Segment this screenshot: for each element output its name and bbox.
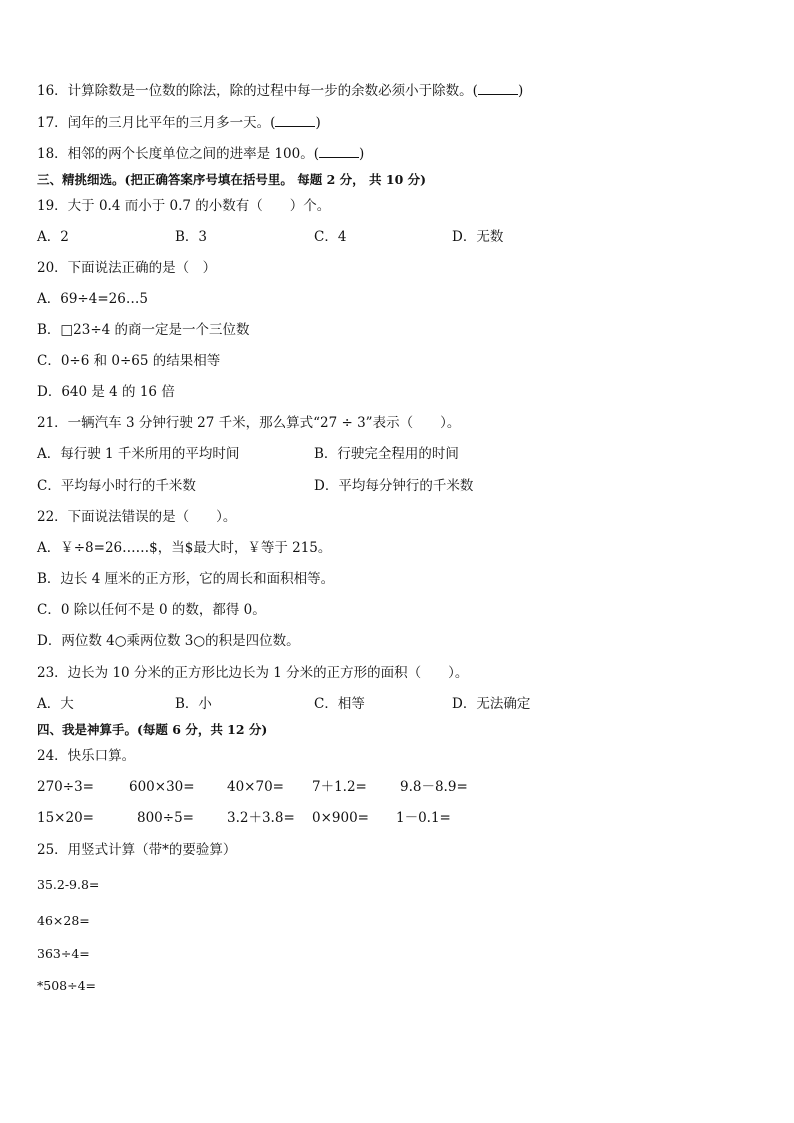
option-b[interactable]: B．边长 4 厘米的正方形，它的周长和面积相等。 (37, 571, 335, 587)
option-b[interactable]: B．小 (175, 696, 212, 712)
option-a[interactable]: A．2 (37, 229, 69, 245)
option-b[interactable]: B．行驶完全程用的时间 (314, 446, 459, 462)
question-20-stem: 20．下面说法正确的是（ ） (37, 260, 217, 276)
question-22-stem: 22．下面说法错误的是（ ）。 (37, 509, 237, 525)
option-c[interactable]: C．相等 (314, 696, 365, 712)
section-4-heading: 四、我是神算手。(每题 6 分，共 12 分) (37, 722, 268, 737)
question-21-stem: 21．一辆汽车 3 分钟行驶 27 千米，那么算式“27 ÷ 3”表示（ ）。 (37, 415, 461, 431)
vertical-calc-item: 363÷4= (37, 946, 90, 961)
math-item: 40×70= (227, 779, 284, 795)
math-item: 7＋1.2= (312, 779, 367, 795)
question-18-text: 18．相邻的两个长度单位之间的进率是 100。( (37, 146, 320, 162)
answer-blank[interactable] (478, 82, 518, 95)
question-16: 16．计算除数是一位数的除法，除的过程中每一步的余数必须小于除数。( ) (37, 83, 524, 99)
math-item: 1－0.1= (396, 810, 451, 826)
vertical-calc-item: 35.2-9.8= (37, 877, 100, 892)
option-c[interactable]: C．0 除以任何不是 0 的数，都得 0。 (37, 602, 266, 618)
option-d[interactable]: D．640 是 4 的 16 倍 (37, 384, 175, 400)
vertical-calc-item: 46×28= (37, 913, 90, 928)
option-c[interactable]: C．4 (314, 229, 347, 245)
math-item: 9.8－8.9= (400, 779, 468, 795)
option-d[interactable]: D．无数 (452, 229, 504, 245)
math-item: 3.2＋3.8= (227, 810, 295, 826)
question-25-stem: 25．用竖式计算（带*的要验算） (37, 842, 237, 858)
math-item: 600×30= (129, 779, 195, 795)
option-a[interactable]: A．每行驶 1 千米所用的平均时间 (37, 446, 240, 462)
option-d[interactable]: D．无法确定 (452, 696, 531, 712)
question-17: 17．闰年的三月比平年的三月多一天。( ) (37, 115, 321, 131)
option-a[interactable]: A．69÷4=26…5 (37, 291, 148, 307)
question-16-text: 16．计算除数是一位数的除法，除的过程中每一步的余数必须小于除数。( (37, 83, 478, 99)
question-17-text: 17．闰年的三月比平年的三月多一天。( (37, 115, 276, 131)
math-item: 270÷3= (37, 779, 94, 795)
math-item: 0×900= (312, 810, 369, 826)
option-a[interactable]: A．大 (37, 696, 74, 712)
answer-blank[interactable] (319, 145, 359, 158)
vertical-calc-item: *508÷4= (37, 978, 97, 993)
question-18: 18．相邻的两个长度单位之间的进率是 100。( ) (37, 146, 365, 162)
option-c[interactable]: C．平均每小时行的千米数 (37, 478, 196, 494)
math-item: 800÷5= (137, 810, 194, 826)
section-3-heading: 三、精挑细选。(把正确答案序号填在括号里。 每题 2 分， 共 10 分) (37, 172, 427, 187)
question-24-stem: 24．快乐口算。 (37, 748, 136, 764)
question-23-stem: 23．边长为 10 分米的正方形比边长为 1 分米的正方形的面积（ ）。 (37, 665, 469, 681)
option-b[interactable]: B．3 (175, 229, 208, 245)
option-b[interactable]: B．□23÷4 的商一定是一个三位数 (37, 322, 250, 338)
option-c[interactable]: C．0÷6 和 0÷65 的结果相等 (37, 353, 221, 369)
answer-blank[interactable] (275, 114, 315, 127)
math-item: 15×20= (37, 810, 94, 826)
option-a[interactable]: A．￥÷8=26……$，当$最大时，￥等于 215。 (37, 540, 332, 556)
option-d[interactable]: D．平均每分钟行的千米数 (314, 478, 474, 494)
option-d[interactable]: D．两位数 4○乘两位数 3○的积是四位数。 (37, 633, 300, 649)
question-19-stem: 19．大于 0.4 而小于 0.7 的小数有（ ）个。 (37, 198, 331, 214)
